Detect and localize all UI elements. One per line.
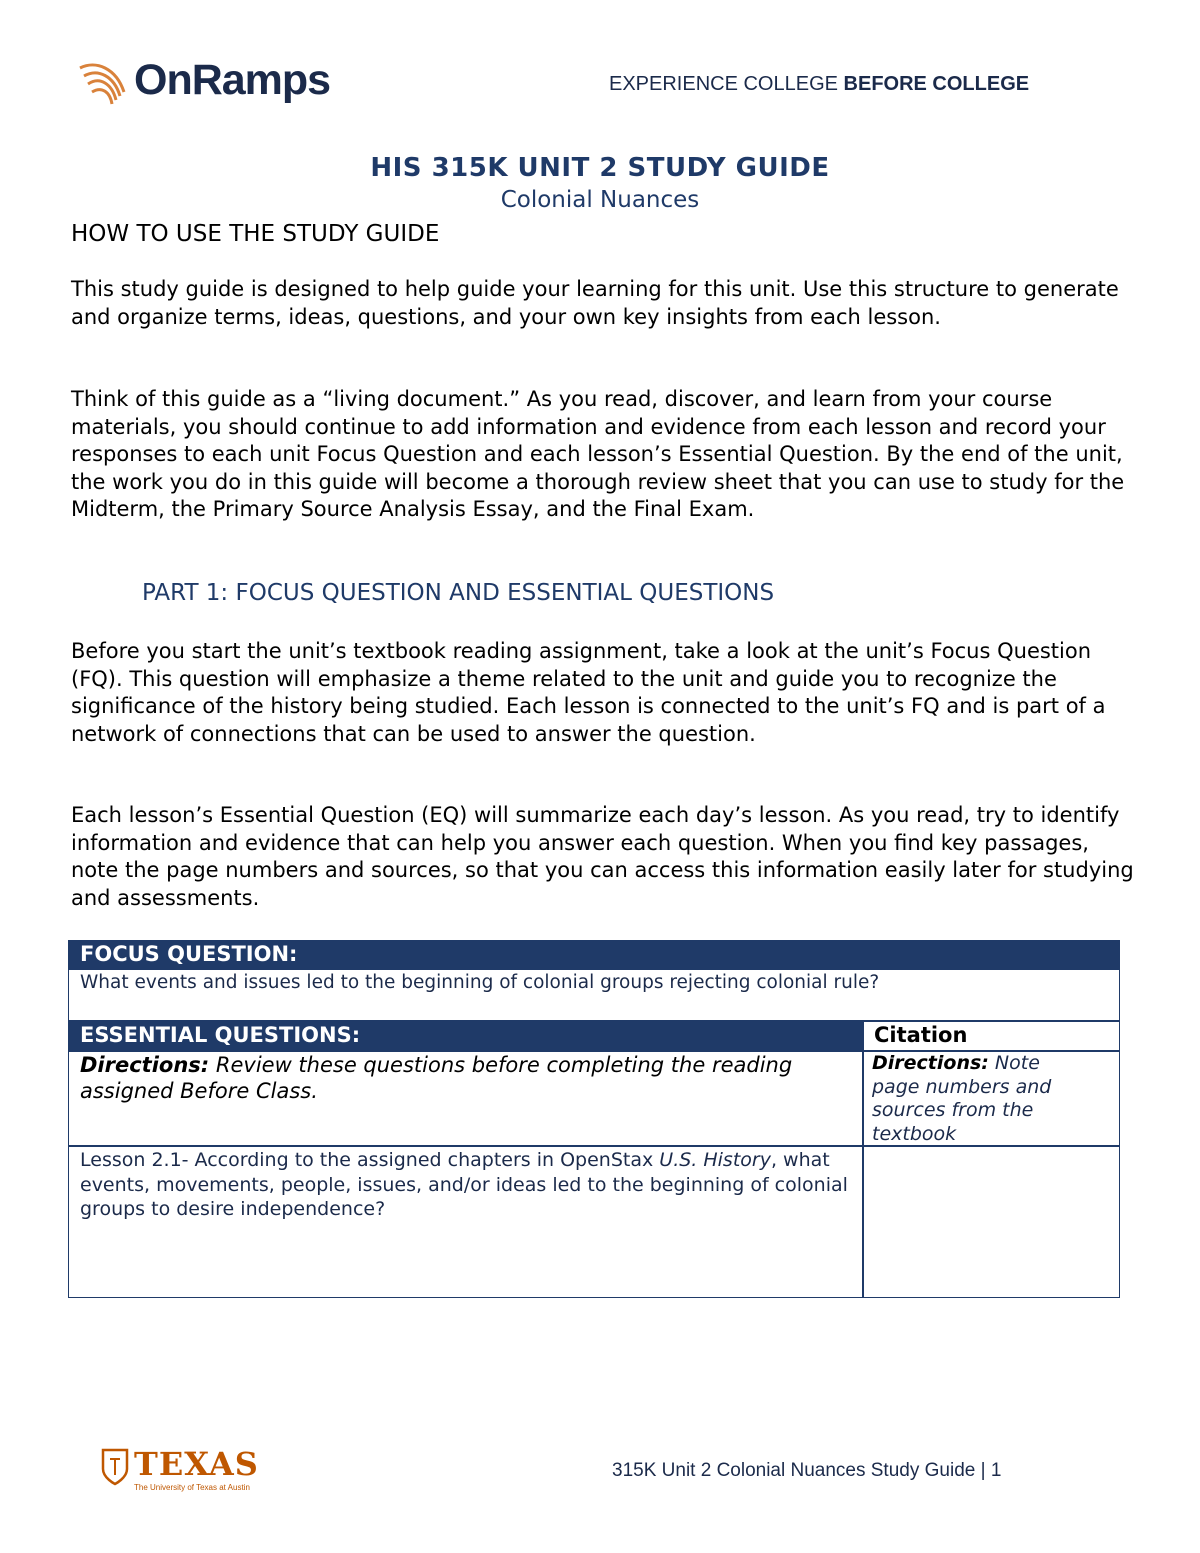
onramps-wordmark: OnRamps [134, 56, 331, 104]
texas-subtext: The University of Texas at Austin [134, 1483, 250, 1492]
intro-paragraph: This study guide is designed to help guide your learning for this unit. Use this structure to generate and organize terms, ideas, questions, and your own key insights from each lesson. [71, 277, 1119, 329]
essential-questions-header: ESSENTIAL QUESTIONS: [80, 1023, 361, 1047]
focus-question-header: FOCUS QUESTION: [80, 942, 298, 966]
citation-directions [872, 1052, 1082, 1146]
ut-seal-icon [100, 1447, 130, 1487]
page-number: 1 [990, 1460, 1002, 1481]
footer-page-label [612, 1460, 1001, 1482]
tagline-plain: EXPERIENCE COLLEGE [609, 73, 844, 95]
focus-question-header-bar [69, 941, 1119, 970]
page-subtitle: Colonial Nuances [500, 187, 700, 213]
living-document-paragraph: Think of this guide as a “living document.” As you read, discover, and learn from your course materials, you should continue to add information and evidence from each lesson and record your responses to each unit Focus Question and each lesson’s Essential Question. By the end of the unit, the work you do in this guide will become a thorough review sheet that you can use to study for the Midterm, the Primary Source Analysis Essay, and the Final Exam. [71, 387, 1125, 521]
onramps-swoosh-icon [74, 54, 134, 120]
ut-texas-logo [100, 1445, 270, 1497]
eq-directions-label: Directions: [80, 1053, 210, 1077]
footer-separator: | [975, 1460, 991, 1481]
study-guide-table [68, 940, 1120, 1298]
lesson-suffix: , what events, movements, people, issues, and/or ideas led to the beginning of colonial groups to desire independence? [80, 1149, 848, 1220]
how-to-use-heading: HOW TO USE THE STUDY GUIDE [71, 221, 440, 247]
lesson-2-1-citation-cell[interactable] [864, 1147, 1118, 1297]
essential-question-paragraph: Each lesson’s Essential Question (EQ) will summarize each day’s lesson. As you read, try to identify information and evidence that can help you answer each question. When you find key passages, note the page numbers and sources, so that you can access this information easily later for studying and assessments. [71, 803, 1134, 910]
tagline [609, 73, 1029, 96]
part1-heading: PART 1: FOCUS QUESTION AND ESSENTIAL QUESTIONS [142, 580, 775, 606]
citation-header: Citation [874, 1023, 968, 1047]
focus-question-text: What events and issues led to the beginning of colonial groups rejecting colonial rule? [80, 972, 880, 993]
texas-wordmark: TEXAS [134, 1445, 259, 1483]
eq-directions-text: Review these questions before completing the reading assigned Before Class. [80, 1053, 793, 1103]
citation-directions-text: Note page numbers and sources from the textbook [872, 1052, 1052, 1145]
lesson-prefix: Lesson 2.1- According to the assigned chapters in OpenStax [80, 1149, 660, 1171]
focus-question-paragraph: Before you start the unit’s textbook reading assignment, take a look at the unit’s Focus Question (FQ). This question will emphasize a theme related to the unit and guide you to recognize the significance of the history being studied. Each lesson is connected to the unit’s FQ and is part of a network of connections that can be used to answer the question. [71, 639, 1106, 746]
onramps-logo [74, 54, 364, 120]
essential-questions-header-bar [69, 1022, 862, 1051]
footer-doc-title: 315K Unit 2 Colonial Nuances Study Guide [612, 1460, 976, 1481]
eq-directions [80, 1052, 820, 1104]
lesson-italic-title: U.S. History [659, 1149, 771, 1171]
lesson-2-1-question [80, 1148, 850, 1222]
page-title: HIS 315K UNIT 2 STUDY GUIDE [370, 153, 830, 183]
citation-directions-label: Directions: [872, 1052, 989, 1074]
tagline-bold: BEFORE COLLEGE [843, 73, 1030, 95]
